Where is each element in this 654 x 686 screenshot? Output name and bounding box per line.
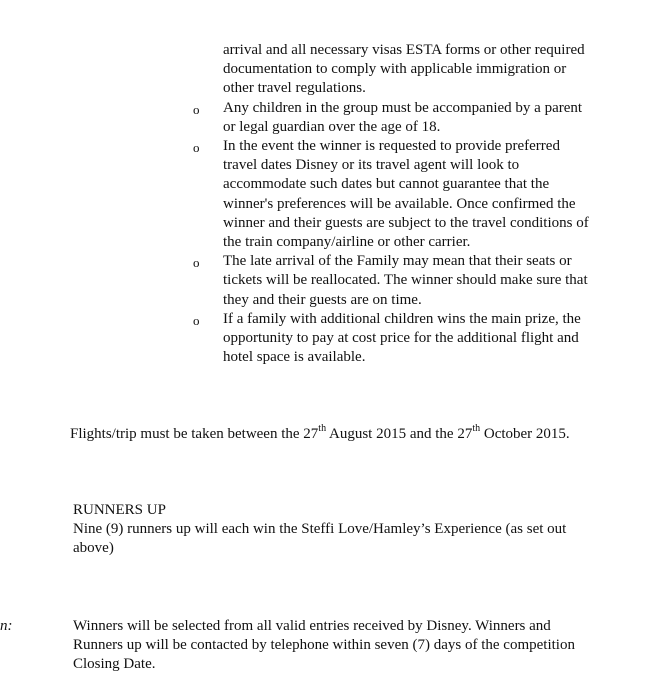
bullet-item bbox=[190, 99, 590, 137]
section-side-label: n: bbox=[0, 618, 13, 634]
bullet-marker: o bbox=[193, 140, 200, 156]
bullet-marker: o bbox=[193, 101, 200, 117]
runners-up-text: Nine (9) runners up will each win the Steffi Love/Hamley’s Experience (as set out above) bbox=[73, 521, 567, 557]
winners-paragraph: Winners will be selected from all valid entries received by Disney. Winners and Runners up will be contacted by telephone within seven (7) days of the competition Closing Date. bbox=[73, 618, 575, 673]
bullet-text: If a family with additional children wins the main prize, the opportunity to pay at cost price for the additional flight and hotel space is available. bbox=[223, 310, 581, 366]
dates-superscript-2: th bbox=[472, 423, 481, 434]
dates-text-2: August 2015 and the 27 bbox=[326, 426, 473, 442]
bullet-marker: o bbox=[193, 255, 200, 271]
dates-superscript-1: th bbox=[318, 423, 327, 434]
dates-text-3: October 2015. bbox=[480, 426, 570, 442]
bullet-text: In the event the winner is requested to provide preferred travel dates Disney or its travel agent will look to accommodate such dates but cannot guarantee that the winner's preferences will be available. Once confirmed the winner and their guests are subject to the travel conditions of the train company/airline or other carrier. bbox=[223, 138, 589, 251]
bullet-item bbox=[190, 310, 590, 368]
travel-dates-paragraph bbox=[70, 425, 600, 444]
bullet-item bbox=[190, 252, 590, 310]
bullet-marker: o bbox=[193, 312, 200, 328]
bullet-continuation: arrival and all necessary visas ESTA forms or other required documentation to comply with applicable immigration or other travel regulations. bbox=[223, 42, 585, 97]
dates-text-1: Flights/trip must be taken between the 27 bbox=[70, 426, 319, 442]
bullet-text: The late arrival of the Family may mean that their seats or tickets will be reallocated. The winner should make sure that they and their guests are on time. bbox=[223, 253, 588, 308]
runners-up-section bbox=[73, 501, 593, 559]
runners-up-heading: RUNNERS UP bbox=[73, 502, 166, 518]
bullet-text: Any children in the group must be accompanied by a parent or legal guardian over the age of 18. bbox=[223, 99, 583, 135]
bullet-item bbox=[190, 137, 590, 252]
bullet-list bbox=[190, 41, 590, 367]
